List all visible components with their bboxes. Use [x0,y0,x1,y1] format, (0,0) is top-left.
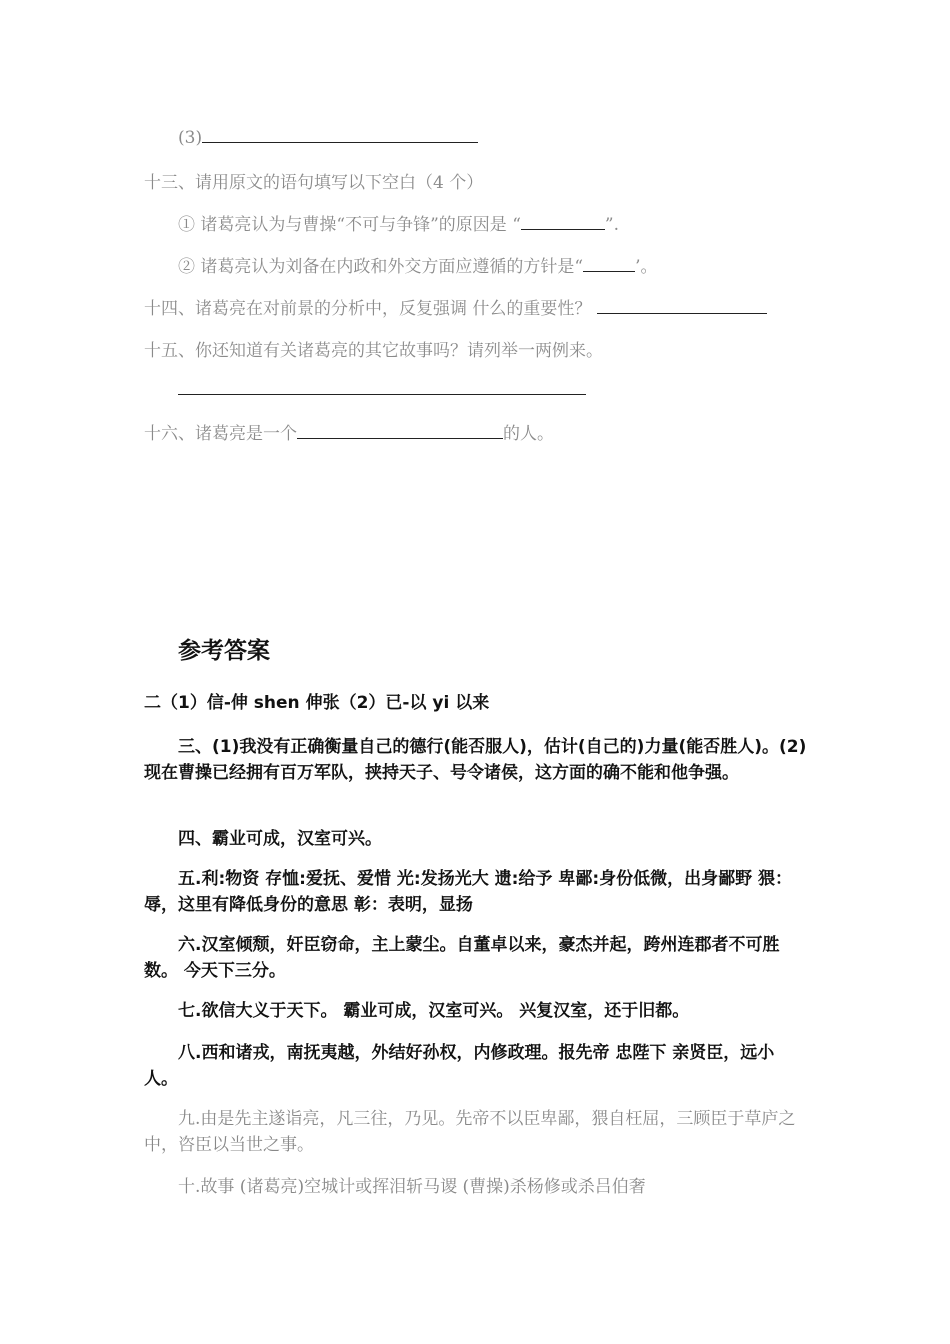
answer-3-text: 三、(1)我没有正确衡量自己的德行(能否服人)，估计(自己的)力量(能否胜人)。(2)现在曹操已经拥有百万军队，挟持天子、号令诸侯，这方面的确不能和他争强。 [144,737,807,783]
answer-4 [144,826,808,852]
answer-6 [144,932,808,984]
answer-blank[interactable] [202,128,478,143]
q14-text: 十四、诸葛亮在对前景的分析中，反复强调 什么的重要性？ [144,299,592,319]
answer-4-text: 四、霸业可成，汉室可兴。 [178,829,382,849]
answer-2: 二（1）信-伸 shen 伸张（2）已-以 yi 以来 [144,693,490,713]
q13-item1 [178,210,619,235]
q13-item1-text: ① 诸葛亮认为与曹操“不可与争锋”的原因是 “ [178,215,521,235]
answer-5 [144,866,808,918]
answer-3 [144,734,808,786]
answer-blank[interactable] [178,380,586,395]
q14 [144,294,767,319]
answer-8 [144,1040,808,1092]
answer-blank[interactable] [297,424,503,439]
answer-blank[interactable] [597,299,767,314]
q13-item2-close: ’。 [635,257,658,277]
q13-item1-close: ”. [604,215,619,235]
answer-9-text: 九.由是先主遂诣亮，凡三往，乃见。先帝不以臣卑鄙，猥自枉屈，三顾臣于草庐之中，咨臣以当世之事。 [144,1109,796,1155]
answer-9 [144,1106,808,1158]
q16 [144,419,554,444]
answer-5-text: 五.利:物资 存恤:爱抚、爱惜 光:发扬光大 遗:给予 卑鄙:身份低微，出身鄙野 猥：辱，这里有降低身份的意思 彰：表明，显扬 [144,869,793,915]
answer-8-text: 八.西和诸戎，南抚夷越，外结好孙权，内修政理。报先帝 忠陛下 亲贤臣，远小人。 [144,1043,775,1089]
q16-text: 十六、诸葛亮是一个 [144,424,297,444]
answer-blank[interactable] [583,257,635,272]
q13-item2 [178,252,658,277]
q13-item2-text: ② 诸葛亮认为刘备在内政和外交方面应遵循的方针是“ [178,257,584,277]
answer-10-text: 十.故事 (诸葛亮)空城计或挥泪斩马谡 (曹操)杀杨修或杀吕伯奢 [178,1177,646,1197]
answer-10 [144,1174,808,1200]
answer-blank[interactable] [521,215,605,230]
answer-7 [144,998,808,1024]
q15-prompt: 十五、你还知道有关诸葛亮的其它故事吗？请列举一两例来。 [144,341,603,361]
answer-7-text: 七.欲信大义于天下。 霸业可成，汉室可兴。 兴复汉室，还于旧都。 [178,1001,690,1021]
answers-title: 参考答案 [178,638,270,664]
q12-item3-label: (3) [178,128,203,148]
q12-item3 [178,128,478,148]
q16-end: 的人。 [503,424,554,444]
q13-prompt: 十三、请用原文的语句填写以下空白（4 个） [144,173,484,193]
answer-6-text: 六.汉室倾颓，奸臣窃命，主上蒙尘。自董卓以来，豪杰并起，跨州连郡者不可胜数。 今天下三分。 [144,935,780,981]
